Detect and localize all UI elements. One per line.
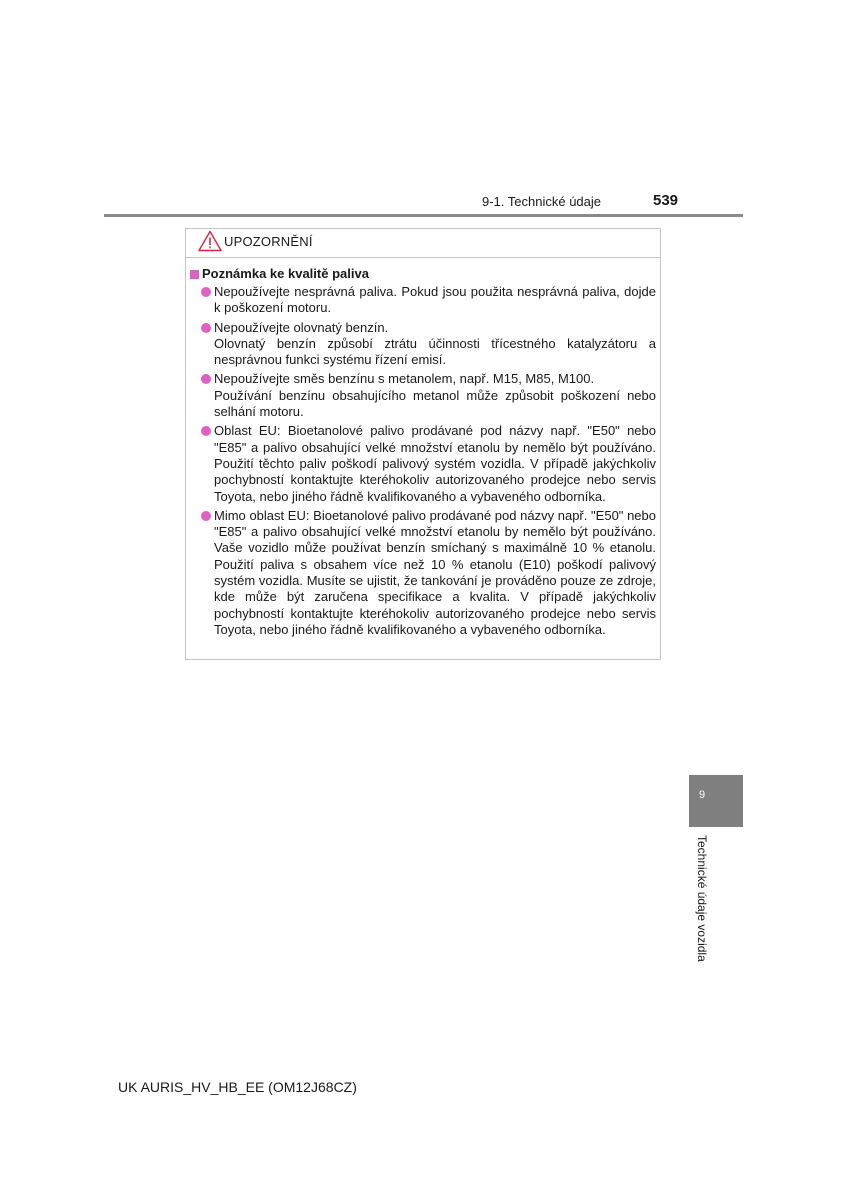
list-item-detail: Olovnatý benzín způsobí ztrátu účinnosti třícestného katalyzátoru a nesprávnou funkci systému řízení emisí. — [214, 335, 656, 368]
bullet-dot-icon — [201, 426, 211, 436]
list-item — [201, 371, 656, 420]
list-item — [201, 508, 656, 638]
page-number: 539 — [653, 192, 679, 209]
warning-header — [186, 229, 660, 258]
fuel-quality-heading — [190, 266, 369, 282]
document-code: UK AURIS_HV_HB_EE (OM12J68CZ) — [118, 1079, 357, 1095]
chapter-title: Technické údaje vozidla — [695, 835, 709, 962]
list-item-text: Oblast EU: Bioetanolové palivo prodávané pod názvy např. "E50" nebo "E85" a palivo obsahující velké množství etanolu by nemělo být používáno. Použití těchto paliv poškodí palivový systém vozidla. V případě jakýchkoliv pochybností kontaktujte kteréhokoliv autorizovaného prodejce nebo servis Toyota, nebo jiného řádně kvalifikovaného a vybaveného odborníka. — [214, 423, 656, 504]
chapter-tab — [689, 775, 743, 827]
bullet-dot-icon — [201, 374, 211, 384]
bullet-dot-icon — [201, 323, 211, 333]
header-divider — [104, 214, 743, 217]
list-item-text: Nepoužívejte nesprávná paliva. Pokud jsou použita nesprávná paliva, dojde k poškození motoru. — [214, 284, 656, 316]
list-item-detail: Používání benzínu obsahujícího metanol může způsobit poškození nebo selhání motoru. — [214, 387, 656, 420]
list-item-text: Nepoužívejte olovnatý benzín. — [214, 319, 389, 335]
chapter-number: 9 — [699, 789, 706, 801]
list-item — [201, 284, 656, 317]
bullet-dot-icon — [201, 511, 211, 521]
list-item-text: Nepoužívejte směs benzínu s metanolem, např. M15, M85, M100. — [214, 371, 595, 387]
list-item — [201, 423, 656, 504]
fuel-quality-title: Poznámka ke kvalitě paliva — [202, 266, 369, 281]
list-item-text: Mimo oblast EU: Bioetanolové palivo prodávané pod názvy např. "E50" nebo "E85" a palivo obsahující velké množství etanolu by nemělo být používáno. Vaše vozidlo může používat benzín smíchaný s maximálně 10 % etanolu. Použití paliva s obsahem více než 10 % etanolu (E10) poškodí palivový systém vozidla. Musíte se ujistit, že tankování je prováděno pouze ze zdroje, kde může být zaručena specifikace a kvalita. V případě jakýchkoliv pochybností kontaktujte kteréhokoliv autorizovaného prodejce nebo servis Toyota, nebo jiného řádně kvalifikovaného a vybaveného odborníka. — [214, 507, 656, 637]
warning-triangle-icon — [198, 230, 222, 252]
warning-list — [201, 284, 656, 641]
warning-title: UPOZORNĚNÍ — [224, 234, 313, 249]
bullet-dot-icon — [201, 287, 211, 297]
list-item — [201, 320, 656, 369]
warning-box — [185, 228, 661, 660]
square-bullet-icon — [190, 270, 199, 279]
section-heading: 9-1. Technické údaje — [482, 194, 602, 209]
